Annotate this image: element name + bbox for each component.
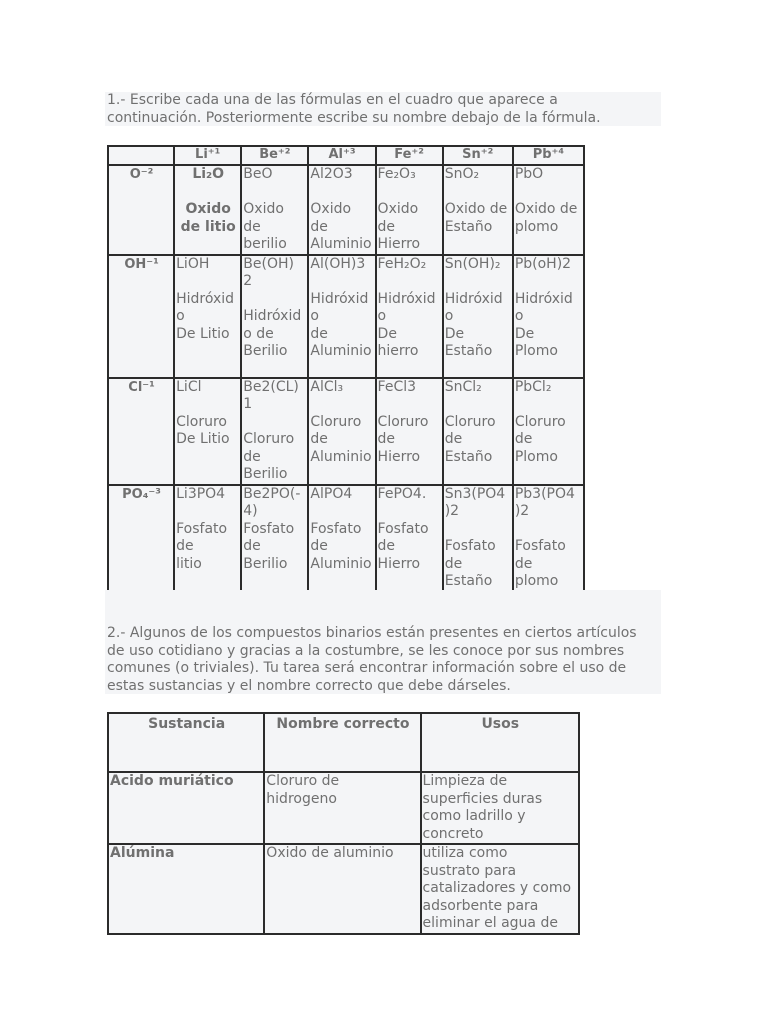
table-cell: Be2(CL) 1 Cloruro de Berilio (241, 378, 308, 485)
ion-cell-oh: OH⁻¹ (108, 255, 174, 378)
table-cell: Be(OH) 2 Hidróxid o de Berilio (241, 255, 308, 378)
table-cell: PbO Oxido de plomo (513, 165, 584, 255)
ion-cell-cl: Cl⁻¹ (108, 378, 174, 485)
correct-name: Oxido de aluminio (264, 844, 420, 934)
table-cell: Sn3(PO4 )2 Fosfato de Estaño (443, 485, 513, 592)
table2-header-row (108, 713, 579, 772)
table1-row-phosphate (108, 485, 584, 592)
table-cell: LiCl Cloruro De Litio (174, 378, 241, 485)
table-cell: Sn(OH)₂ Hidróxid o De Estaño (443, 255, 513, 378)
header-nombre-correcto: Nombre correcto (264, 713, 420, 772)
table1-header-empty (108, 146, 174, 165)
table1-header-row (108, 146, 584, 165)
substance-name: Alúmina (108, 844, 264, 934)
table-cell: SnO₂ Oxido de Estaño (443, 165, 513, 255)
ion-cell-po4: PO₄⁻³ (108, 485, 174, 592)
table-cell: SnCl₂ Cloruro de Estaño (443, 378, 513, 485)
table-cell: Al2O3 Oxido de Aluminio (308, 165, 375, 255)
table-row (108, 844, 579, 934)
uses: utiliza como sustrato para catalizadores y como adsorbente para eliminar el agua de (421, 844, 579, 934)
ion-cell-o: O⁻² (108, 165, 174, 255)
table-cell: Al(OH)3 Hidróxid o de Aluminio (308, 255, 375, 378)
substances-table (107, 712, 580, 935)
table1-header-be: Be⁺² (241, 146, 308, 165)
table1-row-hydroxide (108, 255, 584, 378)
table-cell: Li₂O Oxido de litio (174, 165, 241, 255)
table-cell: AlCl₃ Cloruro de Aluminio (308, 378, 375, 485)
uses: Limpieza de superficies duras como ladrillo y concreto (421, 772, 579, 844)
table-cell: Pb3(PO4 )2 Fosfato de plomo (513, 485, 584, 592)
table1-header-li: Li⁺¹ (174, 146, 241, 165)
table-cell: Fe₂O₃ Oxido de Hierro (376, 165, 443, 255)
question-1-text: 1.- Escribe cada una de las fórmulas en el cuadro que aparece a continuación. Posteriormente escribe su nombre debajo de la fórmula. (107, 92, 601, 126)
table-cell: PbCl₂ Cloruro de Plomo (513, 378, 584, 485)
table-cell: LiOH Hidróxid o De Litio (174, 255, 241, 378)
table1-header-sn: Sn⁺² (443, 146, 513, 165)
table-cell: FeH₂O₂ Hidróxid o De hierro (376, 255, 443, 378)
table1-row-chloride (108, 378, 584, 485)
table1-header-al: Al⁺³ (308, 146, 375, 165)
table-cell: Li3PO4 Fosfato de litio (174, 485, 241, 592)
table-cell: FeCl3 Cloruro de Hierro (376, 378, 443, 485)
formulas-table (107, 145, 585, 593)
table1-header-fe: Fe⁺² (376, 146, 443, 165)
substance-name: Acido muriático (108, 772, 264, 844)
table-cell: AlPO4 Fosfato de Aluminio (308, 485, 375, 592)
table-cell: FePO4. Fosfato de Hierro (376, 485, 443, 592)
table-cell: BeO Oxido de berilio (241, 165, 308, 255)
table-row (108, 772, 579, 844)
correct-name: Cloruro de hidrogeno (264, 772, 420, 844)
table-cell: Pb(oH)2 Hidróxid o De Plomo (513, 255, 584, 378)
table1-row-oxide (108, 165, 584, 255)
table-cell: Be2PO(- 4) Fosfato de Berilio (241, 485, 308, 592)
question-2-text: 2.- Algunos de los compuestos binarios están presentes en ciertos artículos de uso cotidiano y gracias a la costumbre, se les conoce por sus nombres comunes (o triviales). Tu tarea será encontrar información sobre el uso de estas sustancias y el nombre correcto que debe dárseles. (107, 625, 637, 694)
table1-header-pb: Pb⁺⁴ (513, 146, 584, 165)
header-usos: Usos (421, 713, 579, 772)
header-sustancia: Sustancia (108, 713, 264, 772)
